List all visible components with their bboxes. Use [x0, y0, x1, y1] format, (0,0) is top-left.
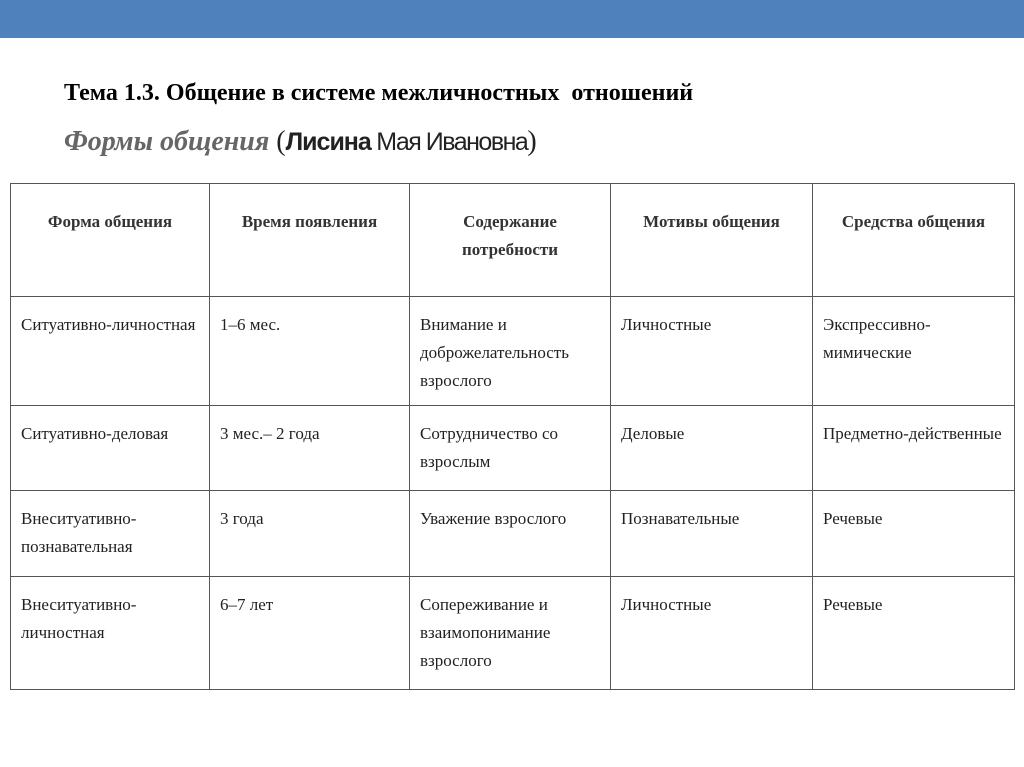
- table-cell: Уважение взрослого: [410, 491, 611, 577]
- table-row: [11, 491, 1015, 577]
- author-surname: Лисина: [285, 128, 371, 156]
- table-cell: 3 мес.– 2 года: [210, 406, 410, 491]
- table-cell: Внеситуативно-личностная: [11, 577, 210, 690]
- table-cell: 1–6 мес.: [210, 297, 410, 406]
- table-cell: Ситуативно-деловая: [11, 406, 210, 491]
- subtitle-open-paren: (: [269, 126, 286, 157]
- communication-forms-table: [10, 183, 1015, 690]
- header-cell-time: Время появления: [210, 184, 410, 297]
- table-cell: Личностные: [611, 577, 813, 690]
- table-header-row: [11, 184, 1015, 297]
- table-cell: 6–7 лет: [210, 577, 410, 690]
- slide-subtitle: [64, 126, 537, 158]
- table-cell: Внимание и доброжелательность взрослого: [410, 297, 611, 406]
- author-name: Мая Ивановна: [370, 128, 528, 156]
- table-cell: Речевые: [813, 577, 1015, 690]
- table-row: [11, 406, 1015, 491]
- table-cell: 3 года: [210, 491, 410, 577]
- header-cell-form: Форма общения: [11, 184, 210, 297]
- table-cell: Внеситуативно-познавательная: [11, 491, 210, 577]
- table-cell: Сотрудничество со взрослым: [410, 406, 611, 491]
- table-cell: Деловые: [611, 406, 813, 491]
- table-cell: Личностные: [611, 297, 813, 406]
- table-cell: Предметно-действенные: [813, 406, 1015, 491]
- header-cell-means: Средства общения: [813, 184, 1015, 297]
- table-row: [11, 297, 1015, 406]
- top-accent-bar: [0, 0, 1024, 38]
- table-cell: Сопереживание и взаимопонимание взрослого: [410, 577, 611, 690]
- header-cell-need: Содержание потребности: [410, 184, 611, 297]
- subtitle-main: Формы общения: [64, 126, 270, 157]
- table-cell: Познавательные: [611, 491, 813, 577]
- table-cell: Ситуативно-личностная: [11, 297, 210, 406]
- header-cell-motives: Мотивы общения: [611, 184, 813, 297]
- slide-title: Тема 1.3. Общение в системе межличностных отношений: [64, 80, 694, 106]
- table-row: [11, 577, 1015, 690]
- table-cell: Экспрессивно-мимические: [813, 297, 1015, 406]
- subtitle-close-paren: ): [527, 126, 537, 157]
- table-cell: Речевые: [813, 491, 1015, 577]
